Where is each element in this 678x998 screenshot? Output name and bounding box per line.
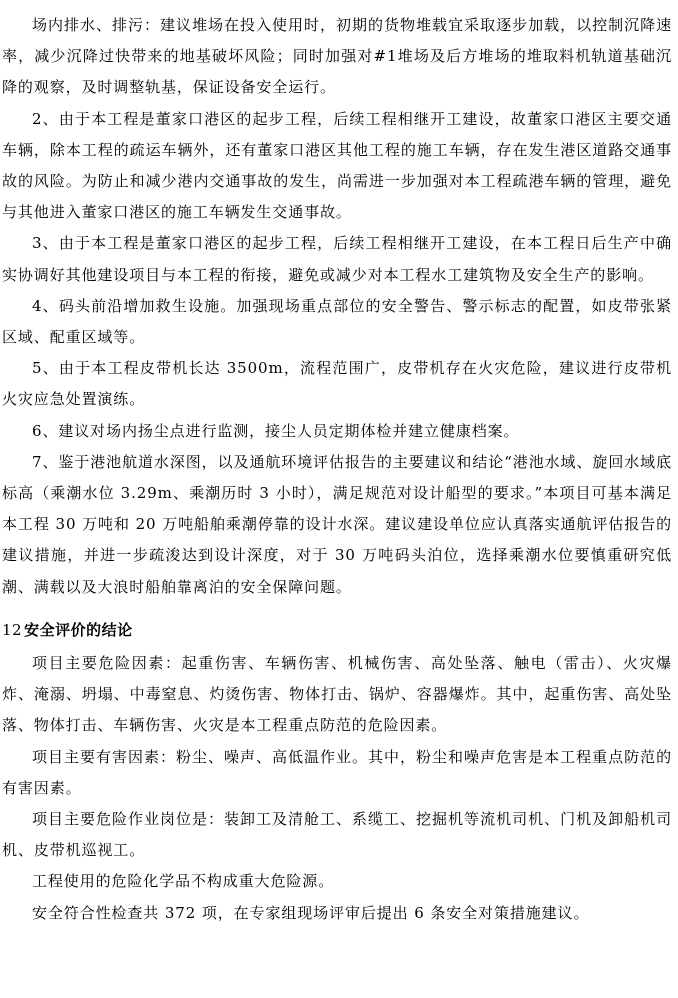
paragraph-item-2: 2、由于本工程是董家口港区的起步工程，后续工程相继开工建设，故董家口港区主要交通车辆，除本工程的疏运车辆外，还有董家口港区其他工程的施工车辆，存在发生港区道路交通事故的风险。为防止和减少港内交通事故的发生，尚需进一步加强对本工程疏港车辆的管理，避免与其他进入董家口港区的施工车辆发生交通事故。 [2, 109, 672, 222]
paragraph-item-7: 7、鉴于港池航道水深图，以及通航环境评估报告的主要建议和结论“港池水域、旋回水域底标高（乘潮水位 3.29m、乘潮历时 3 小时），满足规范对设计船型的要求。”本项目可基本满足本工程 30 万吨和 20 万吨船舶乘潮停靠的设计水深。建议建设单位应认真落实通航评估报告的建议措施，并进一步疏浚达到设计深度，对于 30 万吨码头泊位，选择乘潮水位要慎重研究低潮、满载以及大浪时船舶靠离泊的安全保障问题。 [2, 452, 672, 596]
section-heading [2, 615, 672, 646]
paragraph-item-6: 6、建议对场内扬尘点进行监测，接尘人员定期体检并建立健康档案。 [32, 421, 520, 440]
paragraph-drainage: 场内排水、排污：建议堆场在投入使用时，初期的货物堆载宜采取逐步加载，以控制沉降速率，减少沉降过快带来的地基破坏风险；同时加强对#1堆场及后方堆场的堆取料机轨道基础沉降的观察，及时调整轨基，保证设备安全运行。 [2, 16, 672, 97]
conclusion-hazards: 项目主要危险因素：起重伤害、车辆伤害、机械伤害、高处坠落、触电（雷击）、火灾爆炸、淹溺、坍塌、中毒窒息、灼烫伤害、物体打击、锅炉、容器爆炸。其中，起重伤害、高处坠落、物体打击、车辆伤害、火灾是本工程重点防范的危险因素。 [2, 654, 672, 735]
conclusion-dangerous-posts: 项目主要危险作业岗位是：装卸工及清舱工、系缆工、挖掘机等流机司机、门机及卸船机司机、皮带机巡视工。 [2, 810, 672, 860]
conclusion-compliance-check: 安全符合性检查共 372 项，在专家组现场评审后提出 6 条安全对策措施建议。 [32, 903, 590, 922]
conclusion-harmful-factors: 项目主要有害因素：粉尘、噪声、高低温作业。其中，粉尘和噪声危害是本工程重点防范的有害因素。 [2, 747, 672, 797]
paragraph-item-3: 3、由于本工程是董家口港区的起步工程，后续工程相继开工建设，在本工程日后生产中确实协调好其他建设项目与本工程的衔接，避免或减少对本工程水工建筑物及安全生产的影响。 [2, 234, 672, 284]
conclusion-hazardous-chemicals: 工程使用的危险化学品不构成重大危险源。 [32, 872, 335, 891]
paragraph-item-5: 5、由于本工程皮带机长达 3500m，流程范围广，皮带机存在火灾危险，建议进行皮带机火灾应急处置演练。 [2, 359, 672, 409]
paragraph-item-4: 4、码头前沿增加救生设施。加强现场重点部位的安全警告、警示标志的配置，如皮带张紧区域、配重区域等。 [2, 296, 672, 347]
section-title: 安全评价的结论 [24, 620, 133, 639]
section-number: 12 [2, 620, 23, 639]
